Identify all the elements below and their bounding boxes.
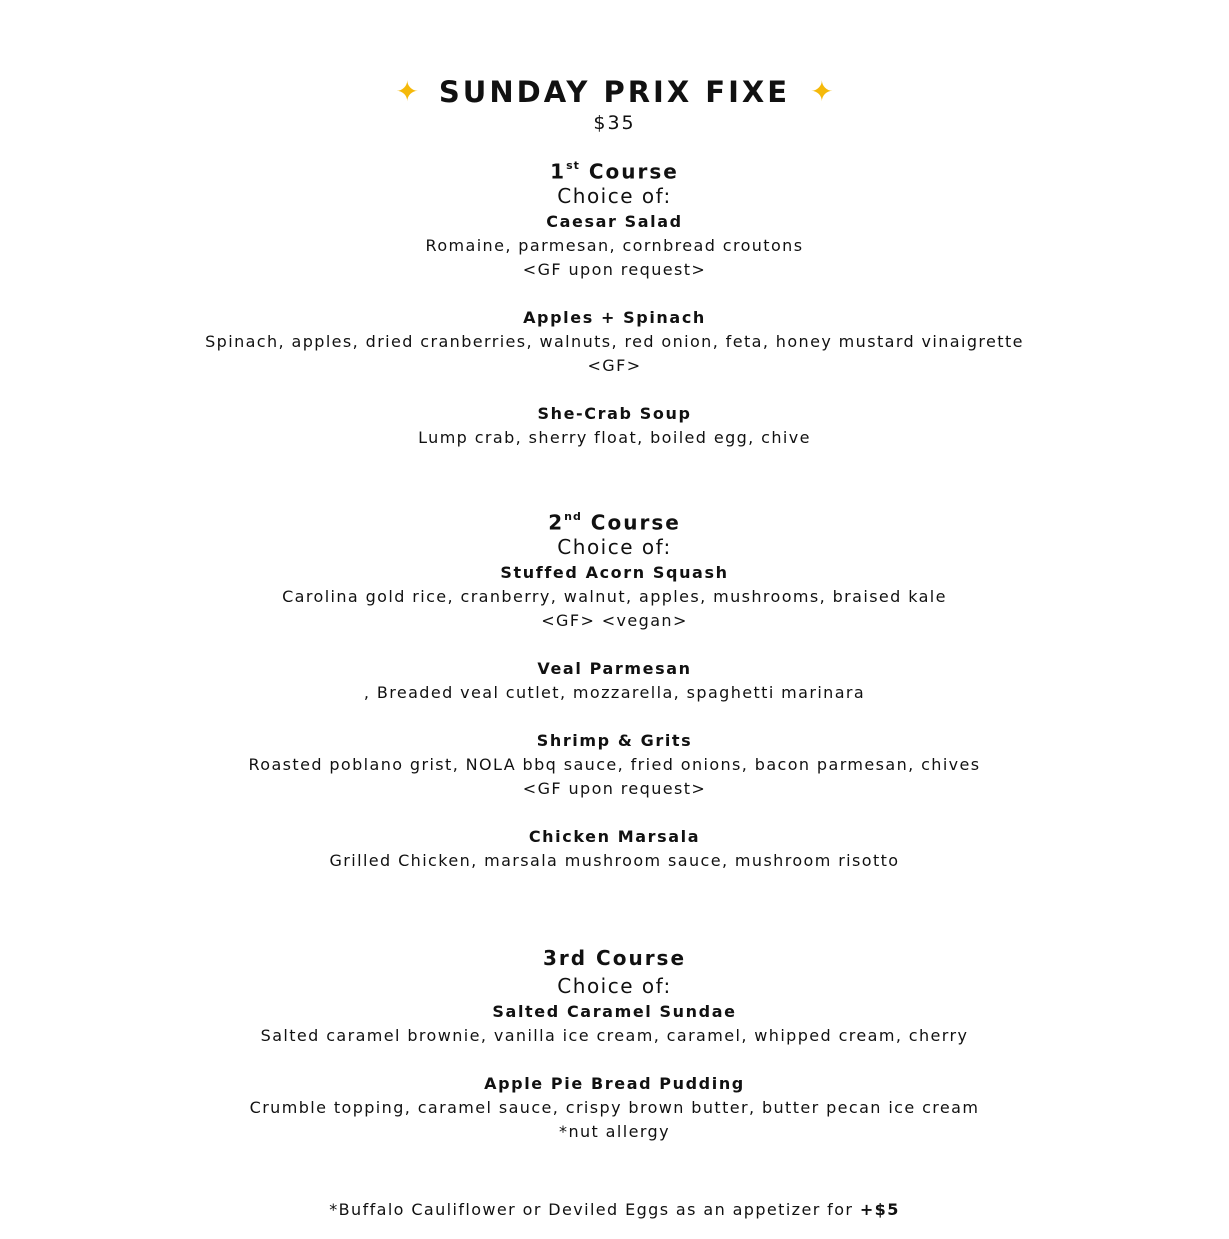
dish-name: Chicken Marsala bbox=[528, 827, 701, 846]
dish-description: Roasted poblano grist, NOLA bbq sauce, fried onions, bacon parmesan, chives bbox=[248, 755, 981, 774]
dish-description: Romaine, parmesan, cornbread croutons bbox=[425, 236, 804, 255]
dish-description: Lump crab, sherry float, boiled egg, chive bbox=[418, 428, 811, 447]
dish-item bbox=[0, 1072, 1229, 1144]
course-2 bbox=[0, 505, 1229, 873]
dish-item bbox=[0, 825, 1229, 873]
dish-description: Salted caramel brownie, vanilla ice cream, caramel, whipped cream, cherry bbox=[260, 1026, 969, 1045]
footer-price: +$5 bbox=[859, 1200, 900, 1219]
dish-item bbox=[0, 657, 1229, 705]
dish-description: Grilled Chicken, marsala mushroom sauce, mushroom risotto bbox=[329, 851, 900, 870]
dish-note: <GF> bbox=[587, 356, 642, 375]
choice-label: Choice of: bbox=[557, 974, 672, 998]
appetizer-upsell-note bbox=[0, 1198, 1229, 1222]
dish-description: Spinach, apples, dried cranberries, walnuts, red onion, feta, honey mustard vinaigrette bbox=[205, 332, 1024, 351]
dish-item bbox=[0, 210, 1229, 282]
dish-name: Salted Caramel Sundae bbox=[492, 1002, 737, 1021]
dish-note: *nut allergy bbox=[559, 1122, 670, 1141]
dish-name: Apple Pie Bread Pudding bbox=[484, 1074, 745, 1093]
dish-note: <GF upon request> bbox=[522, 779, 707, 798]
course-label: Course bbox=[588, 159, 679, 184]
dish-description: Carolina gold rice, cranberry, walnut, apples, mushrooms, braised kale bbox=[282, 587, 947, 606]
course-heading bbox=[0, 944, 1229, 972]
course-3 bbox=[0, 944, 1229, 1144]
dish-name: Caesar Salad bbox=[546, 212, 683, 231]
dish-note: <GF upon request> bbox=[522, 260, 707, 279]
dish-item bbox=[0, 1000, 1229, 1048]
course-number: 2 bbox=[548, 510, 565, 535]
dish-name: Apples + Spinach bbox=[523, 308, 706, 327]
dish-name: Stuffed Acorn Squash bbox=[500, 563, 729, 582]
course-label: Course bbox=[590, 510, 681, 535]
dish-item bbox=[0, 306, 1229, 378]
dish-item bbox=[0, 561, 1229, 633]
course-heading bbox=[0, 505, 1229, 533]
dish-item bbox=[0, 402, 1229, 450]
star-icon-left: ✦ bbox=[395, 75, 419, 108]
course-label: Course bbox=[596, 946, 687, 970]
menu-price: $35 bbox=[593, 112, 636, 134]
course-ordinal-suffix: nd bbox=[564, 510, 582, 523]
dish-name: Shrimp & Grits bbox=[536, 731, 693, 750]
course-1 bbox=[0, 154, 1229, 450]
choice-label: Choice of: bbox=[557, 184, 672, 208]
menu-title: SUNDAY PRIX FIXE bbox=[438, 74, 791, 109]
dish-name: She-Crab Soup bbox=[537, 404, 692, 423]
course-ordinal-suffix: st bbox=[566, 159, 580, 172]
course-number: 3rd bbox=[542, 946, 588, 970]
title-row bbox=[0, 72, 1229, 112]
dish-note: <GF> <vegan> bbox=[541, 611, 688, 630]
course-heading bbox=[0, 154, 1229, 182]
choice-label: Choice of: bbox=[557, 535, 672, 559]
dish-description: , Breaded veal cutlet, mozzarella, spaghetti marinara bbox=[363, 683, 866, 702]
dish-item bbox=[0, 729, 1229, 801]
course-number: 1 bbox=[550, 159, 567, 184]
star-icon-right: ✦ bbox=[810, 75, 834, 108]
dish-description: Crumble topping, caramel sauce, crispy brown butter, butter pecan ice cream bbox=[249, 1098, 980, 1117]
dish-name: Veal Parmesan bbox=[537, 659, 692, 678]
footer-text: *Buffalo Cauliflower or Deviled Eggs as an appetizer for bbox=[329, 1200, 860, 1219]
